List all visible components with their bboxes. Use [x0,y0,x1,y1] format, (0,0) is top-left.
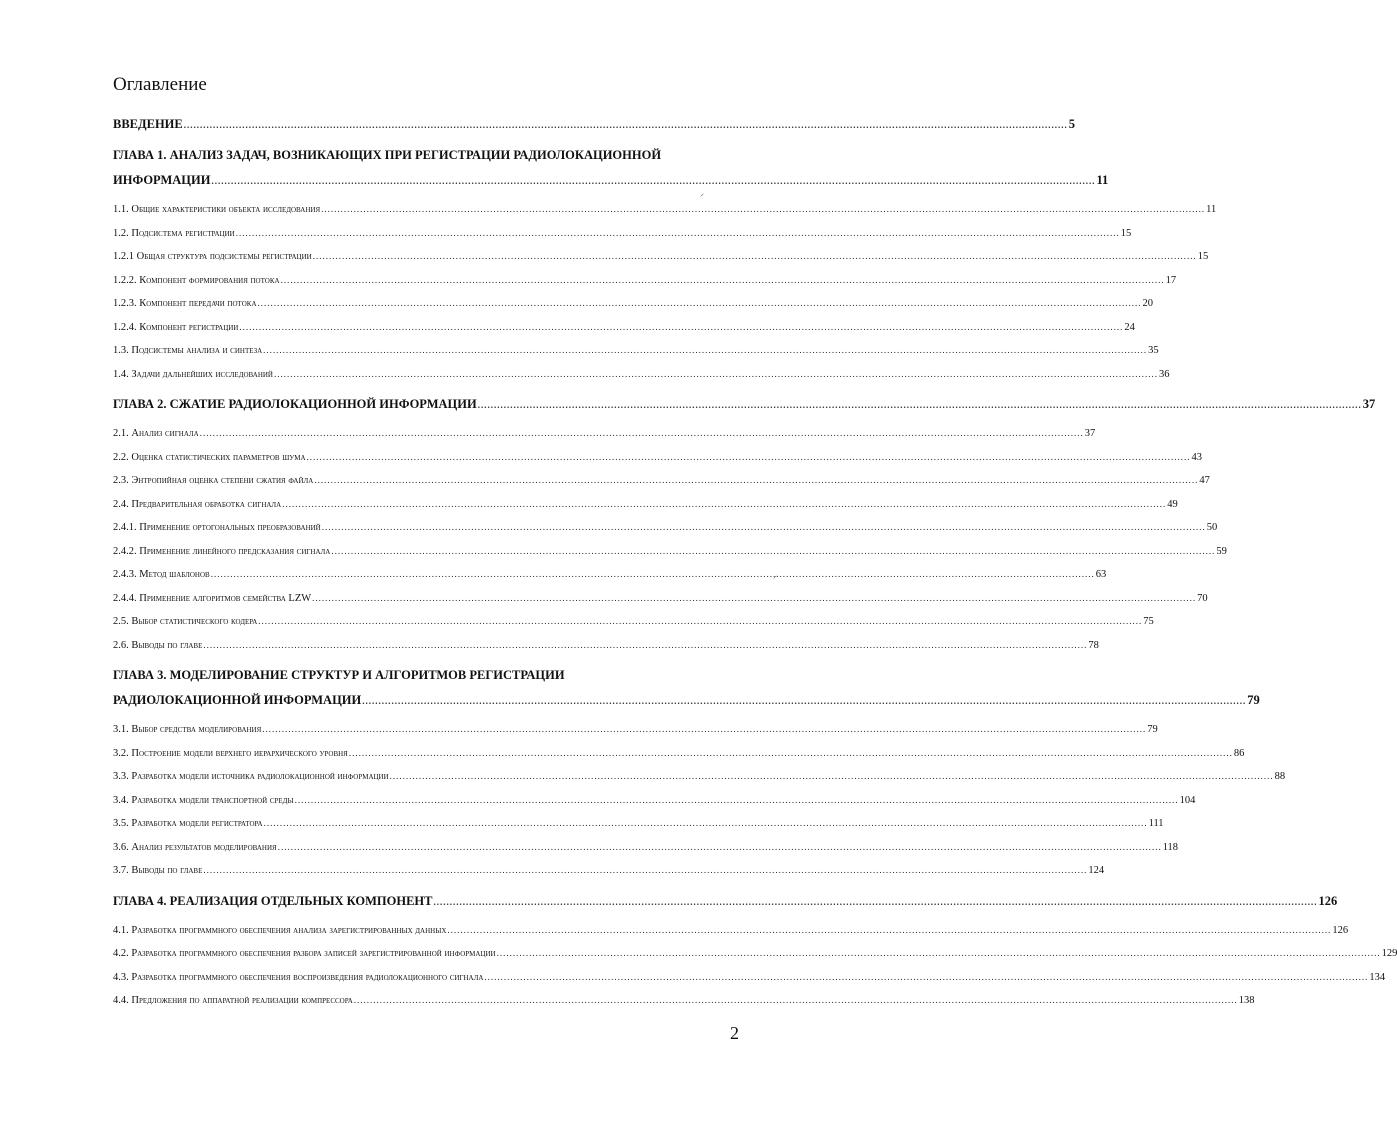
toc-item [113,251,1209,275]
toc-chapter4 [113,893,1338,909]
leader-dots [331,546,1215,556]
toc-label: 3.7. Выводы по главе [113,865,203,876]
toc-item [113,794,1196,819]
toc-page: 79 [1247,693,1260,707]
toc-page: 11 [1206,204,1217,215]
toc-page: 11 [1096,173,1109,187]
toc-item [113,948,1397,972]
toc-item [113,771,1286,795]
toc-item [113,865,1105,889]
toc-page: 43 [1191,451,1203,463]
toc-page: 88 [1274,771,1286,782]
toc-label: 1.2.2. Компонент формирования потока [113,274,280,286]
toc-item [113,924,1349,949]
leader-dots [236,228,1120,238]
toc-item [113,321,1135,346]
toc-page: 50 [1206,522,1218,533]
toc-page: 35 [1148,345,1159,356]
leader-dots [184,120,1068,130]
toc-item [113,818,1164,842]
leader-dots [314,475,1198,485]
leader-dots [281,275,1165,285]
toc-item [113,274,1177,299]
toc-item [113,841,1179,866]
leader-dots [312,593,1196,603]
leader-dots [203,865,1087,875]
page-number: 2 [730,1023,739,1043]
toc-label: 1.4. Задачи дальнейших исследований [113,368,273,380]
leader-dots [497,948,1381,958]
toc-item [113,592,1208,617]
toc-page: 138 [1238,995,1255,1006]
leader-dots [264,818,1148,828]
toc-page: 5 [1068,117,1075,131]
toc-page: 20 [1142,298,1153,309]
toc-label: 2.4.3. Метод шаблонов [113,569,210,580]
toc-page: 75 [1143,616,1154,627]
toc-label: 3.5. Разработка модели регистратора [113,818,263,829]
toc-page: 17 [1165,274,1177,286]
table-of-contents [113,112,1397,1019]
toc-item [113,639,1099,664]
toc-chapter3 [113,693,1260,708]
leader-dots [200,428,1084,438]
leader-dots [203,640,1087,650]
toc-item [113,569,1107,593]
toc-page: 126 [1318,893,1338,908]
leader-dots [307,452,1191,462]
toc-label: 2.3. Энтропийная оценка степени сжатия файла [113,475,314,486]
toc-item [113,204,1217,228]
toc-label: 2.2. Оценка статистических параметров шума [113,451,306,463]
toc-page: 47 [1199,475,1210,486]
toc-intro [113,117,1075,132]
toc-label: 4.3. Разработка программного обеспечения воспроизведения радиолокационного сигнала [113,971,484,983]
scan-speck: ⸝ [773,571,777,580]
toc-item [113,451,1203,476]
toc-chapter1 [113,173,1109,188]
toc-label: 1.2.3. Компонент передачи потока [113,298,257,309]
leader-dots [263,345,1147,355]
toc-chapter3-line1: ГЛАВА 3. МОДЕЛИРОВАНИЕ СТРУКТУР И АЛГОРИТМОВ РЕГИСТРАЦИИ [113,668,565,682]
toc-item [113,475,1210,499]
toc-item [113,428,1096,452]
scan-speck: ⸝ [700,189,704,198]
toc-label: 3.1. Выбор средства моделирования [113,724,262,735]
toc-page: 124 [1088,865,1105,876]
leader-dots [258,298,1142,308]
toc-page: 79 [1147,724,1158,735]
toc-page: 37 [1084,428,1096,439]
toc-label: 2.5. Выбор статистического кодера [113,616,258,627]
toc-label: 3.2. Построение модели верхнего иерархического уровня [113,747,348,759]
toc-page: 15 [1197,251,1209,262]
toc-page: 59 [1216,545,1227,557]
toc-page: 70 [1197,592,1208,604]
toc-label: ИНФОРМАЦИИ [113,173,211,187]
toc-item [113,298,1153,322]
toc-label: 3.3. Разработка модели источника радиолокационной информации [113,771,389,782]
leader-dots [274,369,1158,379]
toc-page: 36 [1159,368,1170,380]
toc-label: ВВЕДЕНИЕ [113,117,183,131]
leader-dots [262,724,1146,734]
leader-dots [390,771,1274,781]
toc-item [113,345,1159,369]
toc-item [113,368,1170,393]
leader-dots [484,972,1368,982]
toc-label: 4.4. Предложения по аппаратной реализации компрессора [113,995,353,1006]
leader-dots [362,696,1246,706]
toc-chapter1-line1: ГЛАВА 1. АНАЛИЗ ЗАДАЧ, ВОЗНИКАЮЩИХ ПРИ РЕГИСТРАЦИИ РАДИОЛОКАЦИОННОЙ [113,148,662,162]
toc-label: 2.4.4. Применение алгоритмов семейства LZW [113,592,312,604]
leader-dots [211,176,1095,186]
toc-label: ГЛАВА 4. РЕАЛИЗАЦИЯ ОТДЕЛЬНЫХ КОМПОНЕНТ [113,893,433,908]
toc-item [113,545,1227,570]
leader-dots [478,400,1362,410]
toc-chapter2 [113,397,1376,412]
leader-dots [258,616,1142,626]
toc-label: 2.1. Анализ сигнала [113,428,199,439]
toc-item [113,616,1154,640]
toc-page: 126 [1332,924,1349,936]
leader-dots [211,569,1095,579]
toc-label: 2.4.1. Применение ортогональных преобразований [113,522,321,533]
leader-dots [447,925,1331,935]
toc-label: 3.4. Разработка модели транспортной среды [113,794,294,806]
toc-page: 134 [1369,971,1386,983]
toc-item [113,724,1158,748]
toc-label: 2.4. Предварительная обработка сигнала [113,498,282,510]
leader-dots [278,842,1162,852]
toc-label: РАДИОЛОКАЦИОННОЙ ИНФОРМАЦИИ [113,693,362,707]
page-title: Оглавление [113,74,207,95]
toc-page: 111 [1148,818,1164,829]
toc-label: ГЛАВА 2. СЖАТИЕ РАДИОЛОКАЦИОННОЙ ИНФОРМАЦИИ [113,397,477,411]
toc-page: 104 [1179,794,1196,806]
toc-item [113,522,1218,546]
leader-dots [322,522,1206,532]
toc-item [113,995,1255,1019]
toc-item [113,227,1132,252]
leader-dots [321,204,1205,214]
leader-dots [282,499,1166,509]
toc-item [113,747,1245,772]
toc-label: 2.4.2. Применение линейного предсказания сигнала [113,545,331,557]
toc-label: 1.2.4. Компонент регистрации [113,321,239,333]
toc-page: 78 [1088,639,1099,651]
toc-page: 37 [1362,397,1376,411]
leader-dots [313,251,1197,261]
leader-dots [239,322,1123,332]
toc-label: 3.6. Анализ результатов моделирования [113,841,277,853]
toc-page: 129 [1381,948,1397,959]
toc-item [113,971,1386,996]
toc-page: 49 [1167,498,1178,510]
toc-label: 1.3. Подсистемы анализа и синтеза [113,345,263,356]
toc-label: 1.1. Общие характеристики объекта исследования [113,204,321,215]
toc-item [113,498,1178,523]
toc-label: 1.2.1 Общая структура подсистемы регистрации [113,251,312,262]
toc-page: 118 [1162,841,1179,853]
leader-dots [354,995,1238,1005]
leader-dots [349,748,1233,758]
toc-label: 1.2. Подсистема регистрации [113,227,235,239]
leader-dots [295,795,1179,805]
toc-page: 24 [1124,321,1135,333]
leader-dots [433,897,1317,907]
toc-label: 4.2. Разработка программного обеспечения разбора записей зарегистрированной информации [113,948,496,959]
toc-page: 86 [1233,747,1245,759]
toc-label: 4.1. Разработка программного обеспечения анализа зарегистрированных данных [113,924,447,936]
toc-page: 63 [1095,569,1107,580]
toc-label: 2.6. Выводы по главе [113,639,203,651]
toc-page: 15 [1120,227,1132,239]
